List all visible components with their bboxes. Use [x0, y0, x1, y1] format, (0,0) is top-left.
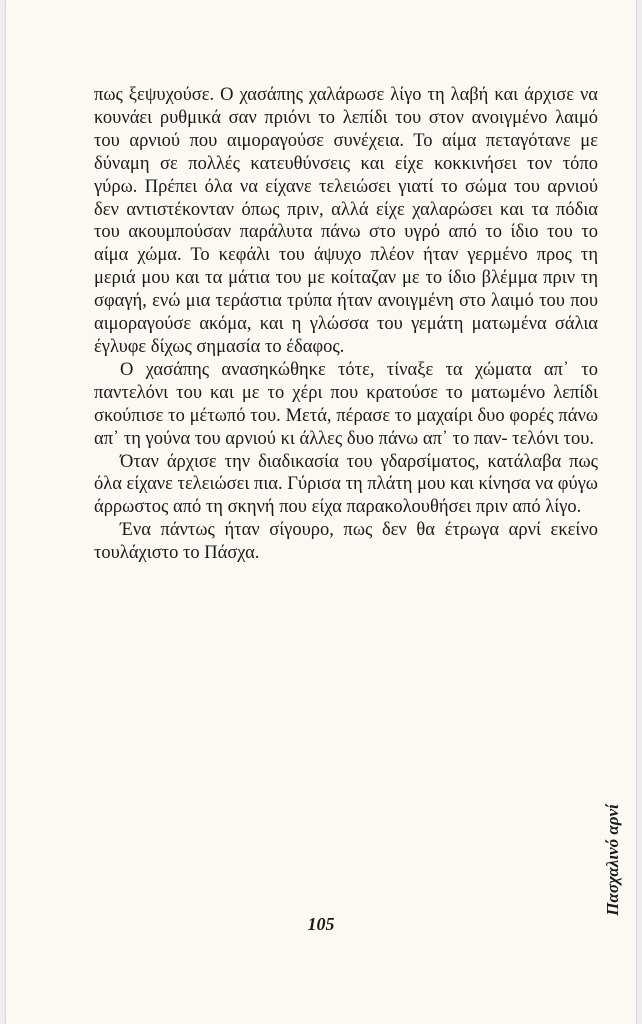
body-text	[94, 84, 598, 565]
running-head	[600, 790, 626, 930]
paragraph: Ένα πάντως ήταν σίγουρο, πως δεν θα έτρωγα αρνί εκείνο τουλάχιστο το Πάσχα.	[94, 520, 598, 564]
paragraph: πως ξεψυχούσε. Ο χασάπης χαλάρωσε λίγο τη λαβή και άρχισε να κουνάει ρυθμικά σαν πριόνι το λεπίδι του στον ανοιγμένο λαιμό του αρνιού που αιμοραγούσε συνέχεια. Το αίμα πεταγότανε με δύναμη σε πολλές κατευθύνσεις και είχε κοκκινήσει τον τόπο γύρω. Πρέπει όλα να είχανε τελειώσει γιατί το σώμα του αρνιού δεν αντιστέκονταν όπως πριν, αλλά είχε χαλαρώσει και τα πόδια του ακουμπούσαν παράλυτα πάνω στο υγρό από το ίδιο του το αίμα χώμα. Το κεφάλι του άψυχο πλέον ήταν γερμένο προς τη μεριά μου και τα μάτια του με κοίταζαν με το ίδιο βλέμμα πριν τη σφαγή, ενώ μια τεράστια τρύπα ήταν ανοιγμένη στο λαιμό του που αιμοραγούσε ακόμα, και η γλώσσα του γεμάτη ματωμένα σάλια έγλυφε δίχως σημασία το έδαφος.	[94, 85, 598, 357]
running-head-title: Πασχαλινό αρνί	[603, 804, 622, 916]
page-number: 105	[307, 914, 335, 934]
book-page	[6, 0, 636, 1024]
paragraph: Ο χασάπης ανασηκώθηκε τότε, τίναξε τα χώματα απ᾽ το παντελόνι του και με το χέρι που κρατούσε το ματωμένο λεπίδι σκούπισε το μέτωπό του. Μετά, πέρασε το μαχαίρι δυο φορές πάνω απ᾽ τη γούνα του αρνιού κι άλλες δυο πάνω απ᾽ το παν- τελόνι του.	[94, 359, 598, 449]
paragraph: Όταν άρχισε την διαδικασία του γδαρσίματος, κατάλαβα πως όλα είχανε τελειώσει πια. Γύρισα τη πλάτη μου και κίνησα να φύγω άρρωστος από τη σκηνή που είχα παρακολουθήσει πριν από λίγο.	[94, 451, 598, 518]
